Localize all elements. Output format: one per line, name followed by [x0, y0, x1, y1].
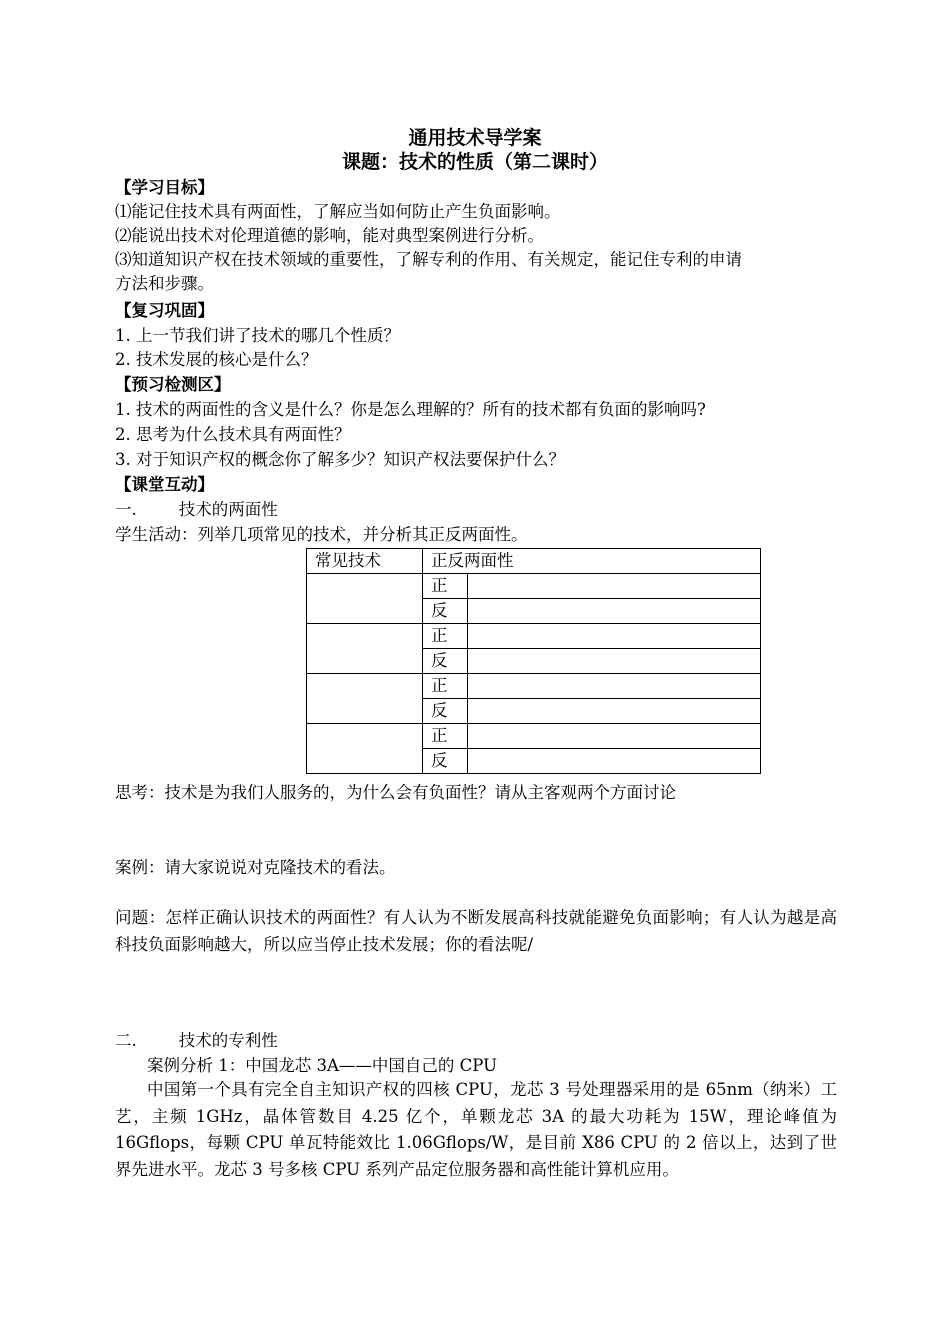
- positive-label: 正: [423, 724, 468, 749]
- classroom-heading: 【课堂互动】: [115, 475, 214, 494]
- think-prompt: 思考：技术是为我们人服务的，为什么会有负面性？请从主客观两个方面讨论: [115, 783, 676, 802]
- table-row: [307, 674, 761, 699]
- negative-label: 反: [423, 599, 468, 624]
- answer-cell[interactable]: [468, 749, 761, 774]
- table-header-row: [307, 549, 761, 574]
- table-row: [307, 574, 761, 599]
- answer-cell[interactable]: [468, 624, 761, 649]
- case-prompt: 案例：请大家说说对克隆技术的看法。: [115, 858, 396, 877]
- objective-item: ⑴能记住技术具有两面性，了解应当如何防止产生负面影响。: [115, 202, 561, 221]
- positive-label: 正: [423, 574, 468, 599]
- answer-cell[interactable]: [468, 574, 761, 599]
- header-common-tech: 常见技术: [307, 549, 423, 574]
- negative-label: 反: [423, 699, 468, 724]
- section-two-heading: 二. 技术的专利性: [115, 1031, 278, 1050]
- objective-item: ⑵能说出技术对伦理道德的影响，能对典型案例进行分析。: [115, 226, 544, 245]
- tech-cell[interactable]: [307, 674, 423, 724]
- review-heading: 【复习巩固】: [115, 301, 214, 320]
- preview-item: 2. 思考为什么技术具有两面性？: [115, 425, 351, 444]
- technology-duality-table: [306, 548, 761, 774]
- answer-cell[interactable]: [468, 674, 761, 699]
- positive-label: 正: [423, 674, 468, 699]
- lesson-subtitle: 课题：技术的性质（第二课时）: [341, 151, 608, 173]
- answer-cell[interactable]: [468, 699, 761, 724]
- negative-label: 反: [423, 749, 468, 774]
- answer-cell[interactable]: [468, 599, 761, 624]
- answer-cell[interactable]: [468, 649, 761, 674]
- preview-item: 3. 对于知识产权的概念你了解多少？知识产权法要保护什么？: [115, 450, 565, 469]
- negative-label: 反: [423, 649, 468, 674]
- answer-cell[interactable]: [468, 724, 761, 749]
- tech-cell[interactable]: [307, 724, 423, 774]
- tech-cell[interactable]: [307, 624, 423, 674]
- section-one-heading: 一. 技术的两面性: [115, 500, 278, 519]
- case-analysis-title: 案例分析 1：中国龙芯 3A——中国自己的 CPU: [147, 1056, 497, 1075]
- review-item: 1. 上一节我们讲了技术的哪几个性质？: [115, 326, 400, 345]
- header-duality: 正反两面性: [423, 549, 761, 574]
- objective-item: ⑶知道知识产权在技术领域的重要性，了解专利的作用、有关规定，能记住专利的申请: [115, 250, 742, 269]
- table-row: [307, 624, 761, 649]
- objective-item: 方法和步骤。: [115, 274, 214, 293]
- table-row: [307, 724, 761, 749]
- student-activity: 学生活动：列举几项常见的技术，并分析其正反两面性。: [115, 525, 528, 544]
- case-analysis-body: 中国第一个具有完全自主知识产权的四核 CPU，龙芯 3 号处理器采用的是 65nm（纳米）工艺，主频 1GHz，晶体管数目 4.25 亿个，单颗龙芯 3A 的最大功耗为 15W，理论峰值为 16Gflops，每颗 CPU 单瓦特能效比 1.06Gflops/W，是目前 X86 CPU 的 2 倍以上，达到了世界先进水平。龙芯 3 号多核 CPU 系列产品定位服务器和高性能计算机应用。: [115, 1080, 837, 1179]
- question-prompt: 问题：怎样正确认识技术的两面性？有人认为不断发展高科技就能避免负面影响；有人认为越是高科技负面影响越大，所以应当停止技术发展；你的看法呢/: [115, 908, 837, 954]
- preview-heading: 【预习检测区】: [115, 375, 231, 394]
- tech-cell[interactable]: [307, 574, 423, 624]
- preview-item: 1. 技术的两面性的含义是什么？你是怎么理解的？所有的技术都有负面的影响吗?: [115, 400, 706, 419]
- objectives-heading: 【学习目标】: [115, 178, 214, 197]
- review-item: 2. 技术发展的核心是什么？: [115, 350, 318, 369]
- positive-label: 正: [423, 624, 468, 649]
- document-title: 通用技术导学案: [408, 127, 542, 149]
